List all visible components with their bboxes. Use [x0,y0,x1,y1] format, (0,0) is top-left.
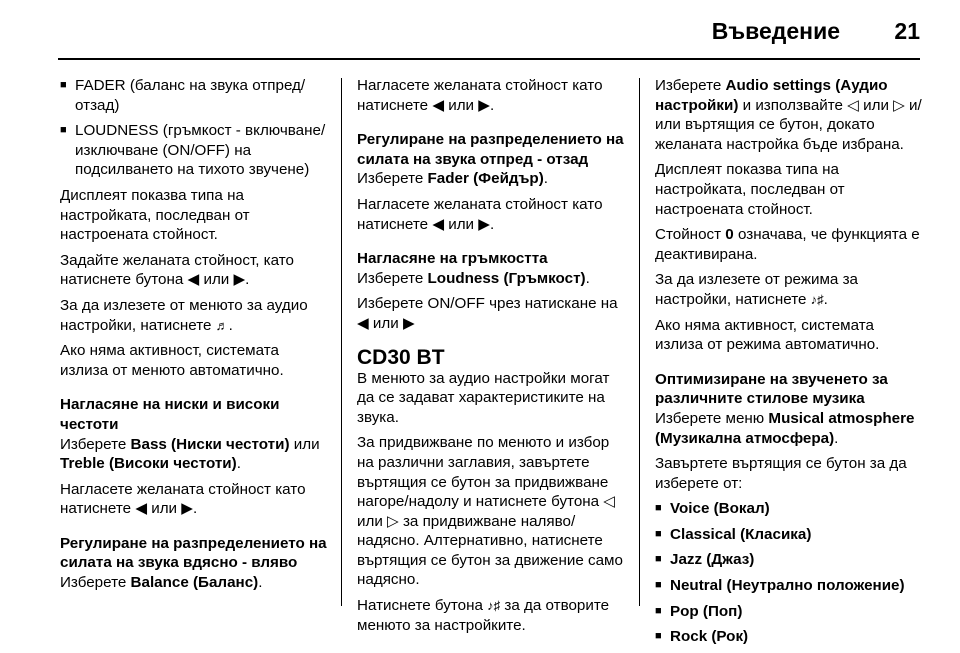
section-heading-cd30: CD30 BT [357,345,445,369]
paragraph: Стойност 0 означава, че функцията е деактивирана. [655,226,920,263]
column-2 [357,76,627,641]
paragraph: За да излезете от режима за настройки, натиснете ♪♯. [655,271,858,308]
paragraph: За придвижване по менюто и избор на различни заглавия, завъртете въртящия се бутон за придвижване нагоре/надолу и натиснете бутона ◁ или ▷ за придвижване наляво/надясно. Алтернативно, натиснете въртящия се бутон за движение само надясно. [357,434,623,589]
list-item: ■ Voice (Вокал) [655,500,770,518]
paragraph: Натиснете бутона ♪♯ за да отворите менюто за настройките. [357,597,610,634]
paragraph: Завъртете въртящия се бутон за да изберете от: [655,455,907,492]
list-item: ■ Neutral (Неутрално положение) [655,577,905,595]
paragraph: Изберете ON/OFF чрез натискане на ◀ или ▶ [357,295,618,332]
paragraph: Изберете меню Musical atmosphere (Музикална атмосфера). [655,409,915,447]
section-heading-music-styles: Оптимизиране на звученето за различните стилове музика [655,370,888,408]
paragraph: Изберете Balance (Баланс). [60,574,263,592]
section-heading-fader: Регулиране на разпределението на силата на звука отпред - отзад [357,131,624,168]
paragraph: Дисплеят показва типа на настройката, последван от настроената стойност. [655,161,845,218]
sound-settings-icon: ♪♯ [810,291,824,307]
list-item: ■ FADER (баланс на звука отпред/отзад) [60,77,306,114]
list-item: ■ Jazz (Джаз) [655,551,755,569]
column-1 [60,76,328,599]
page-header [0,0,960,60]
list-item: ■ Rock (Рок) [655,628,749,646]
list-item: ■ LOUDNESS (гръмкост - включване/изключване (ON/OFF) на подсилването на тихото звучене) [60,122,326,179]
column-divider-2 [639,78,640,606]
paragraph: Изберете Bass (Ниски честоти) или Treble (Високи честоти). [60,435,320,473]
page-number: 21 [894,18,920,44]
column-divider-1 [341,78,342,606]
paragraph: За да излезете от менюто за аудио настройки, натиснете ♬. [60,296,308,334]
paragraph: Дисплеят показва типа на настройката, последван от настроената стойност. [60,186,250,244]
bullet-square-icon: ■ [655,630,662,643]
paragraph: Изберете Audio settings (Аудио настройки) и използвайте ◁ или ▷ и/или въртящия се бутон, докато желаната настройка бъде избрана. [655,77,922,153]
paragraph: Задайте желаната стойност, като натиснете бутона ◀ или ▶. [60,251,294,289]
bullet-square-icon: ■ [60,124,67,137]
section-heading-bass-treble: Нагласяне на ниски и високи честоти [60,396,280,433]
bullet-square-icon: ■ [655,502,662,515]
paragraph: Нагласете желаната стойност като натиснете ◀ или ▶. [357,77,603,114]
bullet-square-icon: ■ [655,553,662,566]
paragraph: В менюто за аудио настройки могат да се задават характеристиките на звука. [357,369,610,426]
section-heading-loudness: Нагласяне на гръмкостта [357,250,548,268]
bullet-square-icon: ■ [655,579,662,592]
bullet-square-icon: ■ [655,527,662,540]
chapter-title: Въведение [711,18,840,44]
section-heading-balance: Регулиране на разпределението на силата на звука вдясно - вляво [60,534,327,572]
paragraph: Нагласете желаната стойност като натиснете ◀ или ▶. [357,195,603,233]
list-item: ■ Classical (Класика) [655,525,812,543]
paragraph: Ако няма активност, системата излиза от режима автоматично. [655,316,880,354]
list-item: ■ Pop (Поп) [655,602,743,620]
music-note-icon: ♬ [215,317,229,333]
sound-settings-icon: ♪♯ [487,598,501,614]
bullet-square-icon: ■ [60,79,67,91]
header-rule [58,58,920,60]
paragraph: Изберете Loudness (Гръмкост). [357,269,590,287]
paragraph: Нагласете желаната стойност като натиснете ◀ или ▶. [60,480,306,518]
column-3 [655,76,925,653]
paragraph: Изберете Fader (Фейдър). [357,170,548,188]
bullet-square-icon: ■ [655,604,662,617]
paragraph: Ако няма активност, системата излиза от менюто автоматично. [60,342,284,379]
